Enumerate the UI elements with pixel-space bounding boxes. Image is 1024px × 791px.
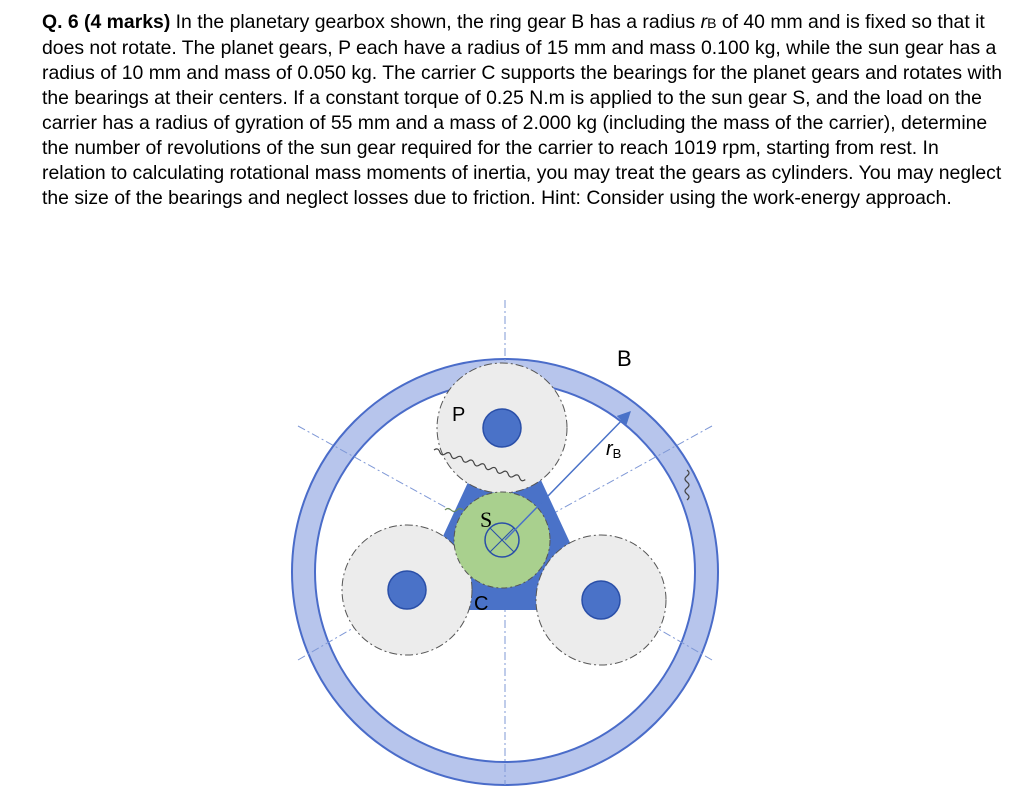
bearing-left (388, 571, 426, 609)
bearing-top (483, 409, 521, 447)
rb-subscript: B (707, 15, 717, 31)
question-body-part2: of 40 mm and is fixed so that it does not rotate. The planet gears, P each have a radius of 15 mm and mass 0.100 kg, while the sun gear has a radius of 10 mm and mass of 0.050 kg. The carrier C supports the bearings for the planet gears and rotates with the bearings at their centers. If a constant torque of 0.25 N.m is applied to the sun gear S, and the load on the carrier has a radius of gyration of 55 mm and a mass of 2.000 kg (including the mass of the carrier), determine the number of revolutions of the sun gear required for the carrier to reach 1019 rpm, starting from rest. In relation to calculating rotational mass moments of inertia, you may treat the gears as cylinders. You may neglect the size of the bearings and neglect losses due to friction. Hint: Consider using the work-energy approach. (42, 11, 1002, 209)
label-sun-s: S (480, 507, 493, 532)
label-carrier-c: C (474, 593, 489, 615)
label-radius-symbol: r (606, 438, 613, 460)
label-ring-b: B (617, 346, 632, 371)
question-body-part1: In the planetary gearbox shown, the ring gear B has a radius (170, 11, 701, 33)
question-number: Q. 6 (42, 11, 79, 33)
label-radius-subscript: B (612, 446, 622, 461)
bearing-right (582, 581, 620, 619)
question-marks: (4 marks) (84, 11, 171, 33)
rb-symbol: r (700, 11, 708, 33)
label-planet-p: P (452, 404, 466, 426)
